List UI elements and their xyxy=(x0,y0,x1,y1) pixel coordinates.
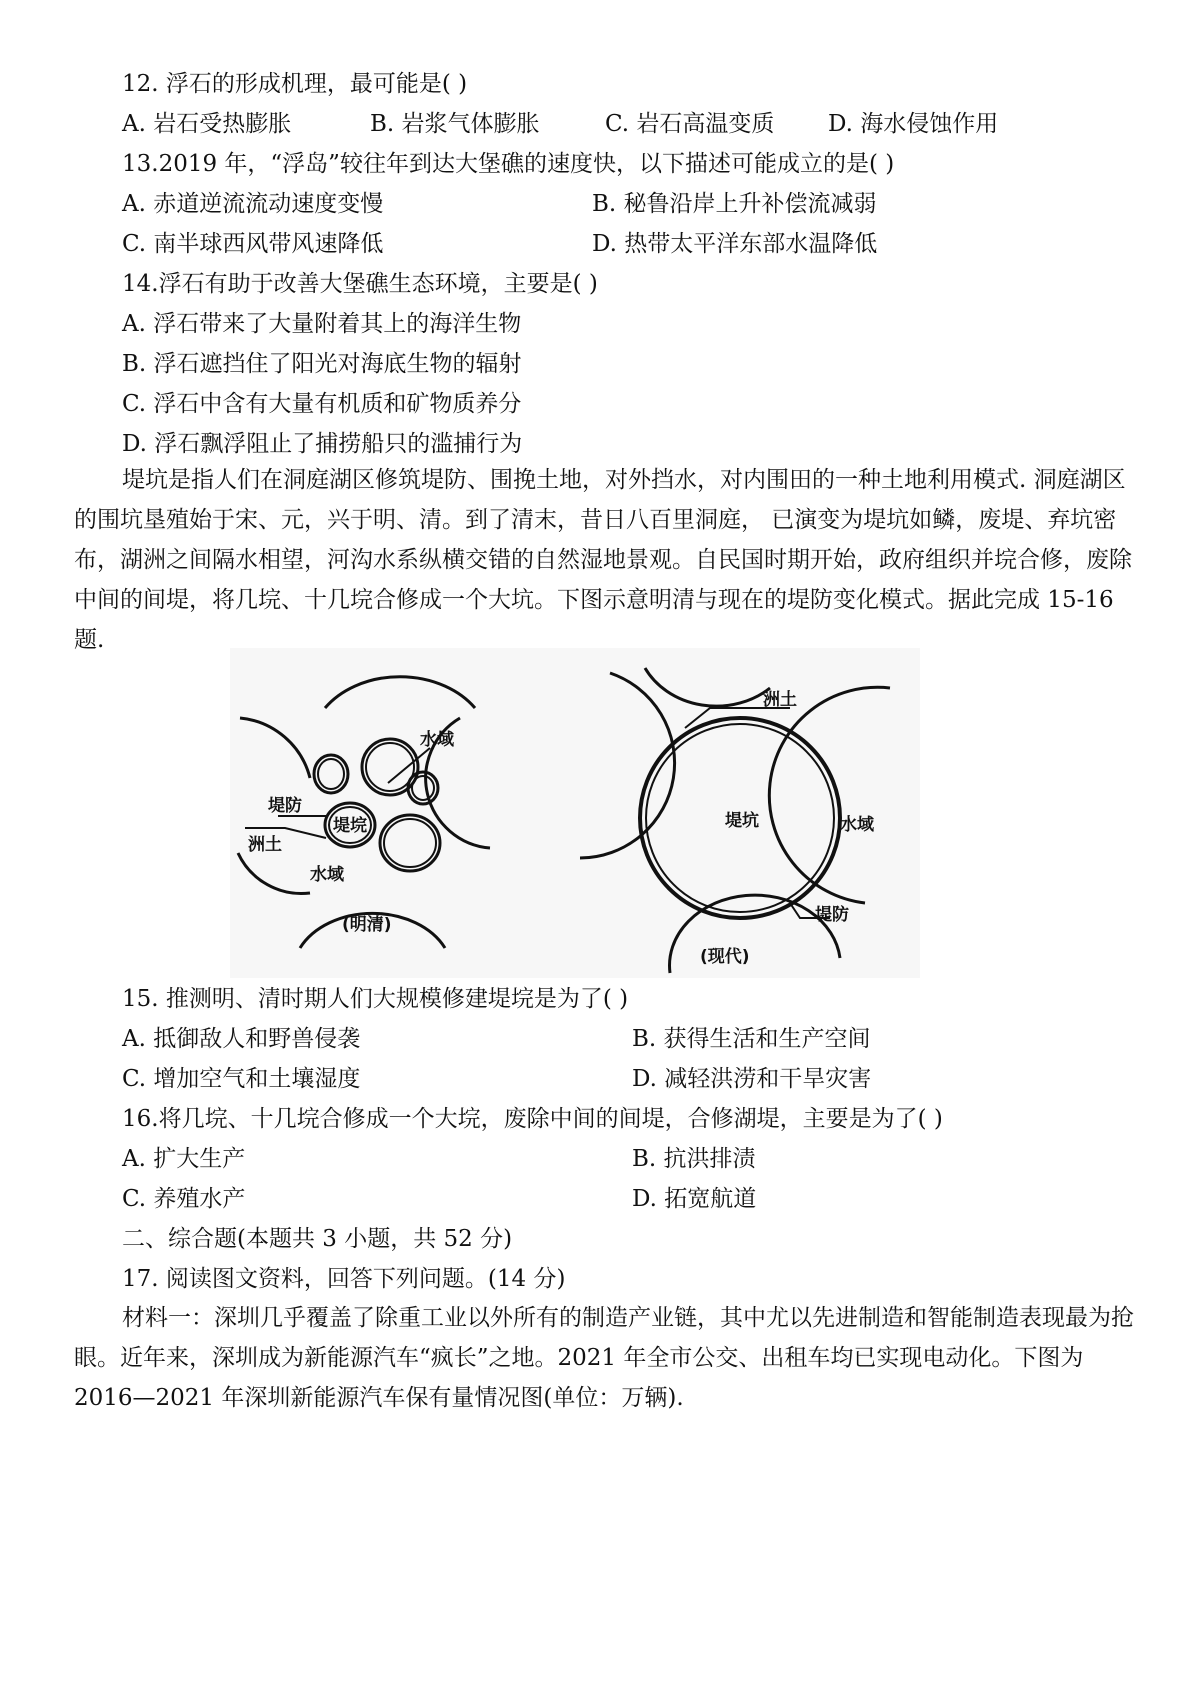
left-label-water-top: 水域 xyxy=(420,730,454,750)
right-label-polder: 堤坑 xyxy=(725,811,759,831)
right-label-dike: 堤防 xyxy=(815,905,849,925)
left-label-dike: 堤防 xyxy=(268,796,302,816)
q12-option-a: A. 岩石受热膨胀 xyxy=(122,111,292,137)
left-label-polder: 堤垸 xyxy=(333,816,367,836)
q15-option-a: A. 抵御敌人和野兽侵袭 xyxy=(122,1026,361,1052)
q13-stem: 13.2019 年，“浮岛”较往年到达大堡礁的速度快，以下描述可能成立的是( ) xyxy=(122,151,895,177)
q13-option-c: C. 南半球西风带风速降低 xyxy=(122,231,384,257)
q16-option-b: B. 抗洪排渍 xyxy=(632,1146,756,1172)
q15-option-b: B. 获得生活和生产空间 xyxy=(632,1026,871,1052)
q13-option-b: B. 秘鲁沿岸上升补偿流减弱 xyxy=(592,191,877,217)
q12-option-d: D. 海水侵蚀作用 xyxy=(828,111,999,137)
q17-stem: 17. 阅读图文资料，回答下列问题。(14 分) xyxy=(122,1266,566,1292)
q14-option-b: B. 浮石遮挡住了阳光对海底生物的辐射 xyxy=(122,351,522,377)
q14-option-d: D. 浮石飘浮阻止了捕捞船只的滥捕行为 xyxy=(122,431,523,457)
left-label-water-bottom: 水域 xyxy=(310,865,344,885)
q13-option-a: A. 赤道逆流流动速度变慢 xyxy=(122,191,384,217)
right-label-water: 水域 xyxy=(840,815,874,835)
q17-material-1 xyxy=(74,1298,1134,1418)
passage-dike-text: 堤坑是指人们在洞庭湖区修筑堤防、围挽土地，对外挡水，对内围田的一种土地利用模式. 洞庭湖区的围坑垦殖始于宋、元，兴于明、清。到了清末，昔日八百里洞庭， 已演变为堤坑如鳞，废堤、弃坑密布，湖洲之间隔水相望，河沟水系纵横交错的自然湿地景观。自民国时期开始，政府组织并垸合修，废除中间的间堤，将几垸、十几垸合修成一个大坑。下图示意明清与现在的堤防变化模式。据此完成 15-16 题. xyxy=(74,467,1132,653)
q15-stem: 15. 推测明、清时期人们大规模修建堤垸是为了( ) xyxy=(122,986,629,1012)
section-2-heading: 二、综合题(本题共 3 小题，共 52 分) xyxy=(122,1226,513,1252)
left-label-islet: 洲土 xyxy=(248,835,282,855)
right-caption: (现代) xyxy=(700,947,750,967)
right-label-islet: 洲土 xyxy=(763,690,797,710)
q17-material-1-text: 材料一：深圳几乎覆盖了除重工业以外所有的制造产业链，其中尤以先进制造和智能制造表现最为抢眼。近年来，深圳成为新能源汽车“疯长”之地。2021 年全市公交、出租车均已实现电动化。下图为 2016—2021 年深圳新能源汽车保有量情况图(单位：万辆). xyxy=(74,1305,1134,1411)
q15-option-d: D. 减轻洪涝和干旱灾害 xyxy=(632,1066,872,1092)
q16-option-c: C. 养殖水产 xyxy=(122,1186,246,1212)
q16-stem: 16.将几垸、十几垸合修成一个大垸，废除中间的间堤，合修湖堤，主要是为了( ) xyxy=(122,1106,943,1132)
passage-dike xyxy=(74,460,1134,660)
q12-stem: 12. 浮石的形成机理，最可能是( ) xyxy=(122,71,468,97)
dike-change-figure xyxy=(230,648,920,978)
q12-option-c: C. 岩石高温变质 xyxy=(605,111,775,137)
q14-option-a: A. 浮石带来了大量附着其上的海洋生物 xyxy=(122,311,522,337)
q15-option-c: C. 增加空气和土壤湿度 xyxy=(122,1066,361,1092)
q14-option-c: C. 浮石中含有大量有机质和矿物质养分 xyxy=(122,391,522,417)
q13-option-d: D. 热带太平洋东部水温降低 xyxy=(592,231,878,257)
q16-option-a: A. 扩大生产 xyxy=(122,1146,246,1172)
left-caption: (明清) xyxy=(342,915,392,935)
q16-option-d: D. 拓宽航道 xyxy=(632,1186,757,1212)
q12-option-b: B. 岩浆气体膨胀 xyxy=(370,111,540,137)
q14-stem: 14.浮石有助于改善大堡礁生态环境，主要是( ) xyxy=(122,271,598,297)
